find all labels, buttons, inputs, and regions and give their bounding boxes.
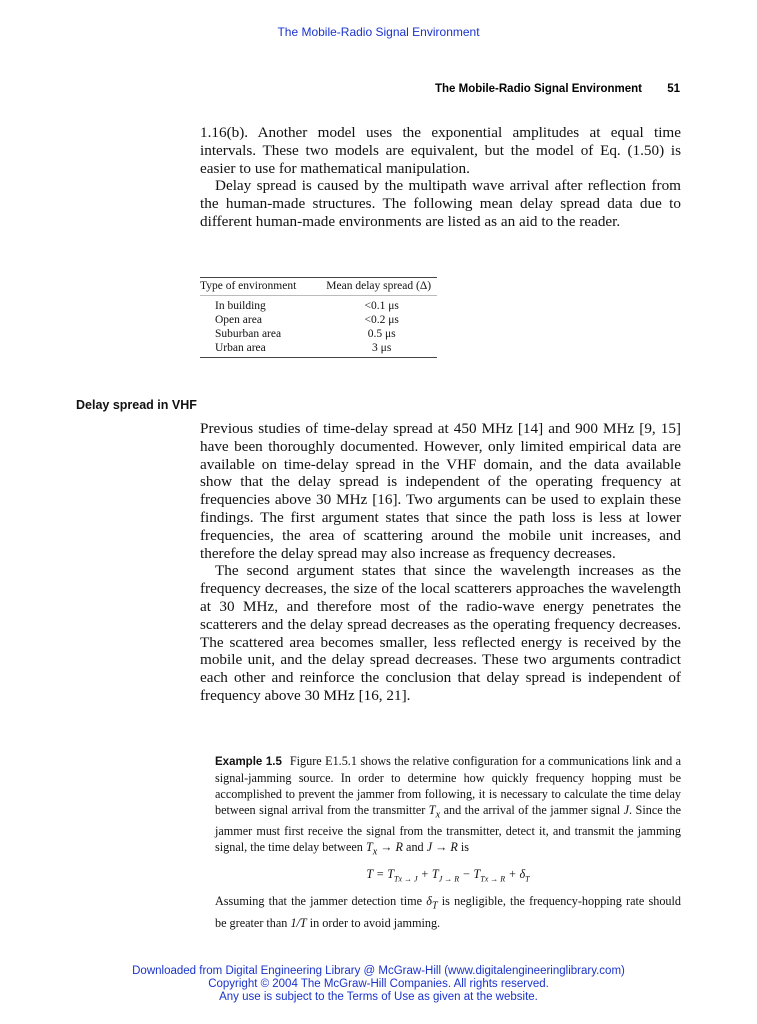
example-label: Example 1.5	[215, 756, 282, 768]
table-header-row	[200, 278, 437, 296]
side-heading: Delay spread in VHF	[76, 398, 197, 412]
paragraph-2: Delay spread is caused by the multipath wave arrival after reflection from the human-made structures. The following mean delay spread data due to different human-made environments are listed as an aid to the reader.	[200, 177, 681, 230]
running-head	[200, 83, 680, 95]
page-number: 51	[667, 83, 680, 95]
table-cell-delay: 3 μs	[296, 341, 437, 358]
vhf-text	[200, 420, 681, 705]
banner-title: The Mobile-Radio Signal Environment	[277, 25, 480, 39]
footer-download-link[interactable]: Downloaded from Digital Engineering Library @ McGraw-Hill (www.digitalengineeringlibrary.com)	[132, 965, 625, 977]
table-header-delay: Mean delay spread (Δ)	[296, 278, 437, 296]
example-block	[215, 753, 681, 931]
footer	[0, 965, 757, 1004]
table-cell-delay: 0.5 μs	[367, 328, 396, 340]
table-header-environment: Type of environment	[200, 278, 296, 296]
table-cell-environment: In building	[215, 300, 266, 312]
footer-terms: Any use is subject to the Terms of Use as given at the website.	[219, 991, 538, 1003]
symbol-rate: 1/T	[290, 915, 307, 930]
table-cell-environment: Urban area	[200, 341, 296, 358]
table-cell-delay: <0.2 μs	[364, 314, 399, 326]
path-j-r: J → R	[426, 840, 458, 855]
symbol-delta: $\delta_T$	[426, 894, 438, 912]
table-row	[200, 313, 437, 327]
paragraph-4: The second argument states that since the wavelength increases as the frequency decreases, the size of the local scatterers approaches the wavelength at 30 MHz, and therefore most of the radio-wave energy penetrates the scatterers and the delay spread decreases as the operating frequency decreases. The scattered area becomes smaller, less reflected energy is received by the mobile unit, and the delay spread decreases. These two arguments contradict each other and reinforce the conclusion that delay spread is independent of frequency above 30 MHz [16, 21].	[200, 562, 681, 704]
symbol-tx: $T_x$	[428, 803, 441, 821]
running-head-title: The Mobile-Radio Signal Environment	[434, 83, 642, 95]
table-cell-environment: Suburban area	[215, 328, 282, 340]
table-cell-environment: Open area	[215, 314, 262, 326]
footer-copyright: Copyright © 2004 The McGraw-Hill Companies. All rights reserved.	[208, 978, 549, 990]
paragraph-1: 1.16(b). Another model uses the exponential amplitudes at equal time intervals. These two models are equivalent, but the model of Eq. (1.50) is easier to use for mathematical manipulation.	[200, 124, 681, 177]
example-paragraph: Example 1.5 Figure E1.5.1 shows the relative configuration for a communications link and a signal-jamming source. In order to determine how quickly frequency hopping must be accomplished to prevent the jammer from following, it is necessary to calculate the time delay between signal arrival from the transmitter $T_x$ and the arrival of the jammer signal J. Since the jammer must first receive the signal from the transmitter, detect it, and transmit the jamming signal, the time delay between $T_x \to R$ and J → R is	[215, 754, 682, 858]
symbol-j: J	[623, 803, 630, 817]
delay-spread-table	[200, 277, 437, 358]
table-row	[200, 341, 437, 358]
table-row	[200, 327, 437, 341]
table-row	[200, 296, 437, 314]
table-cell-delay: <0.1 μs	[364, 300, 399, 312]
example-conclusion: Assuming that the jammer detection time $\delta_T$ is negligible, the frequency-hopping rate should be greater than 1/T in order to avoid jamming.	[215, 894, 681, 930]
paragraph-3: Previous studies of time-delay spread at 450 MHz [14] and 900 MHz [9, 15] have been thoroughly documented. However, only limited empirical data are available on time-delay spread in the VHF domain, and the data available show that the delay spread is independent of the operating frequency at frequencies above 30 MHz [16]. Two arguments can be used to explain these findings. The first argument states that since the path loss is less at lower frequencies, the area of scattering around the mobile unit increases, and therefore the delay spread may also increase as frequency decreases.	[200, 420, 681, 562]
equation: $T = T_{Tx \to J} + T_{J \to R} - T_{Tx \to R} + \delta_T$	[366, 866, 530, 884]
path-tx-r: $T_x \to R$	[365, 840, 403, 858]
intro-text	[200, 124, 681, 231]
